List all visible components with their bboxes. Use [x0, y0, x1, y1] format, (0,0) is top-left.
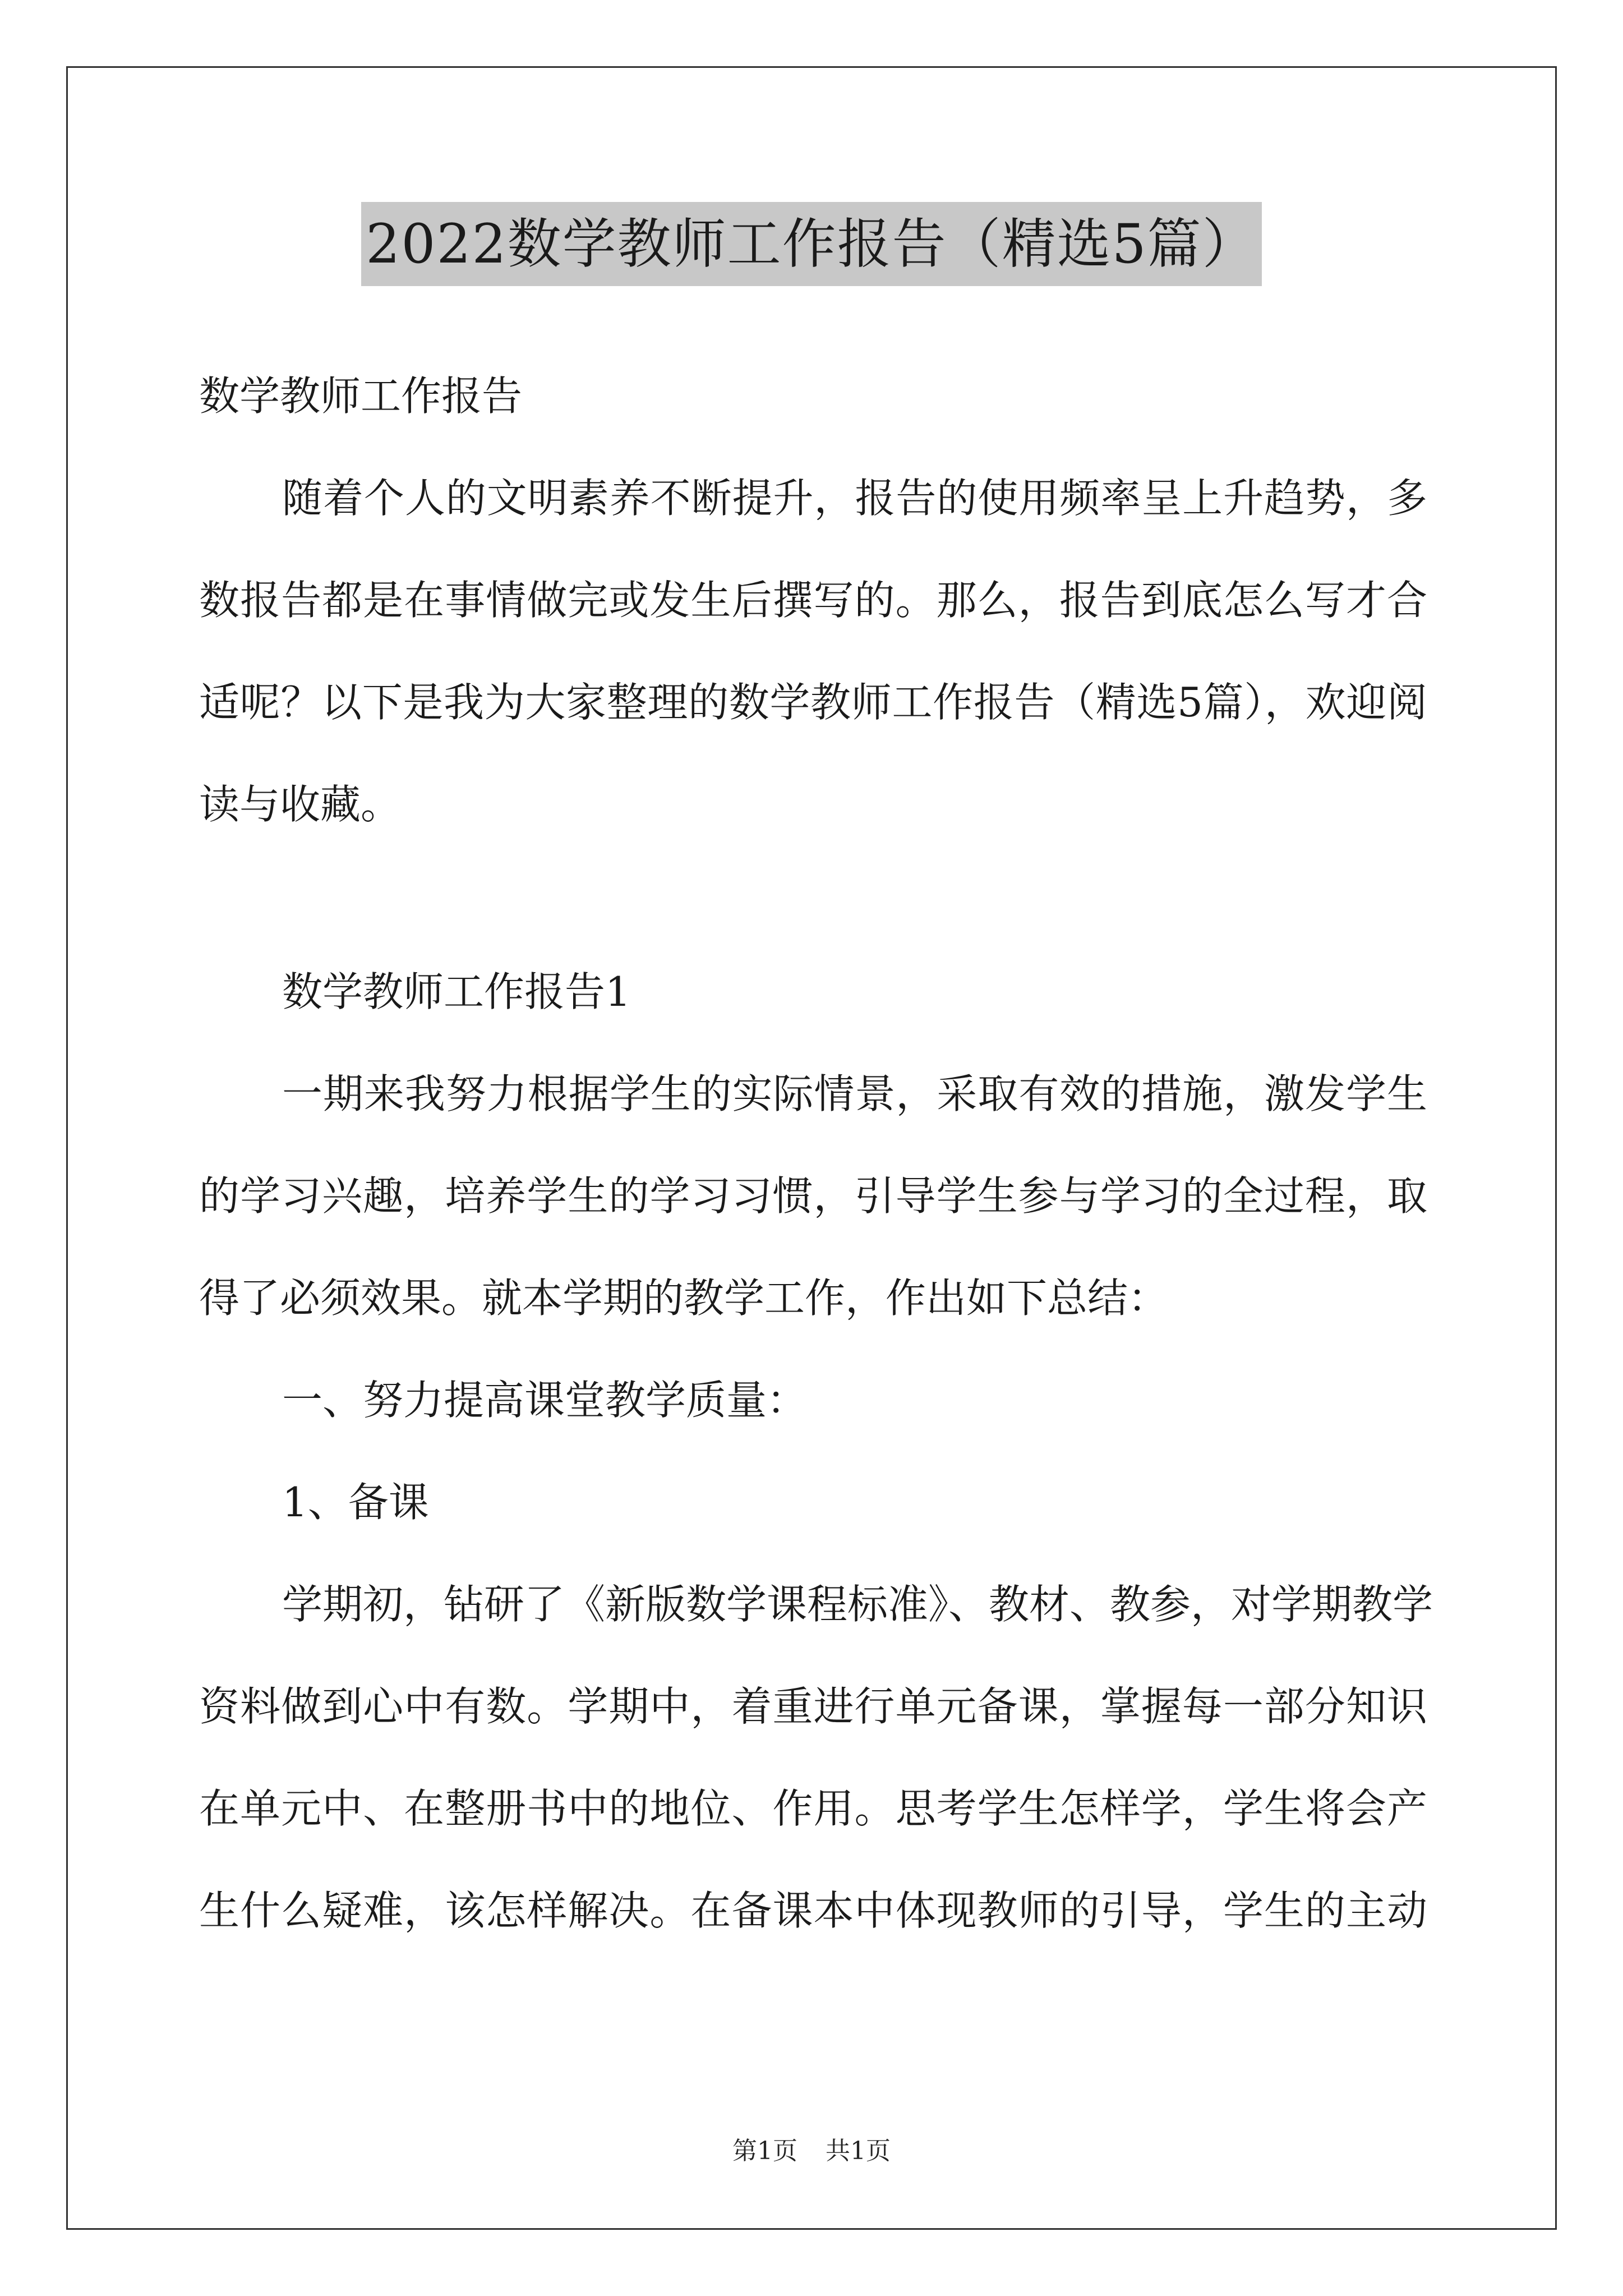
section1-line: 的学习兴趣，培养学生的学习习惯，引导学生参与学习的全过程，取	[199, 1172, 1427, 1220]
page-total: 共1页	[826, 2137, 891, 2165]
section1-item: 1、备课	[282, 1479, 429, 1526]
document-title: 2022数学教师工作报告（精选5篇）	[361, 202, 1261, 286]
document-body	[199, 345, 1433, 1962]
page-footer	[0, 2131, 1623, 2166]
section-gap	[199, 855, 1427, 941]
intro-line: 适呢？以下是我为大家整理的数学教师工作报告（精选5篇），欢迎阅	[199, 679, 1427, 726]
section1-line: 一期来我努力根据学生的实际情景，采取有效的措施，激发学生	[282, 1070, 1427, 1117]
intro-line: 随着个人的文明素养不断提升，报告的使用频率呈上升趋势，多	[282, 475, 1427, 522]
section1-line: 学期初，钻研了《新版数学课程标准》、教材、教参，对学期教学	[282, 1581, 1433, 1628]
section1-line: 生什么疑难，该怎样解决。在备课本中体现教师的引导，学生的主动	[199, 1887, 1427, 1934]
intro-heading: 数学教师工作报告	[199, 372, 523, 420]
section1-line: 资料做到心中有数。学期中，着重进行单元备课，掌握每一部分知识	[199, 1683, 1427, 1730]
section1-line: 在单元中、在整册书中的地位、作用。思考学生怎样学，学生将会产	[199, 1785, 1427, 1832]
page-number: 第1页	[732, 2137, 797, 2165]
section1-subheading: 一、努力提高课堂教学质量：	[282, 1377, 808, 1424]
section1-heading: 数学教师工作报告1	[282, 968, 631, 1015]
intro-line: 读与收藏。	[199, 781, 402, 828]
intro-line: 数报告都是在事情做完或发生后撰写的。那么，报告到底怎么写才合	[199, 577, 1427, 624]
title-wrap	[0, 202, 1623, 286]
section1-line: 得了必须效果。就本学期的教学工作，作出如下总结：	[199, 1274, 1169, 1322]
